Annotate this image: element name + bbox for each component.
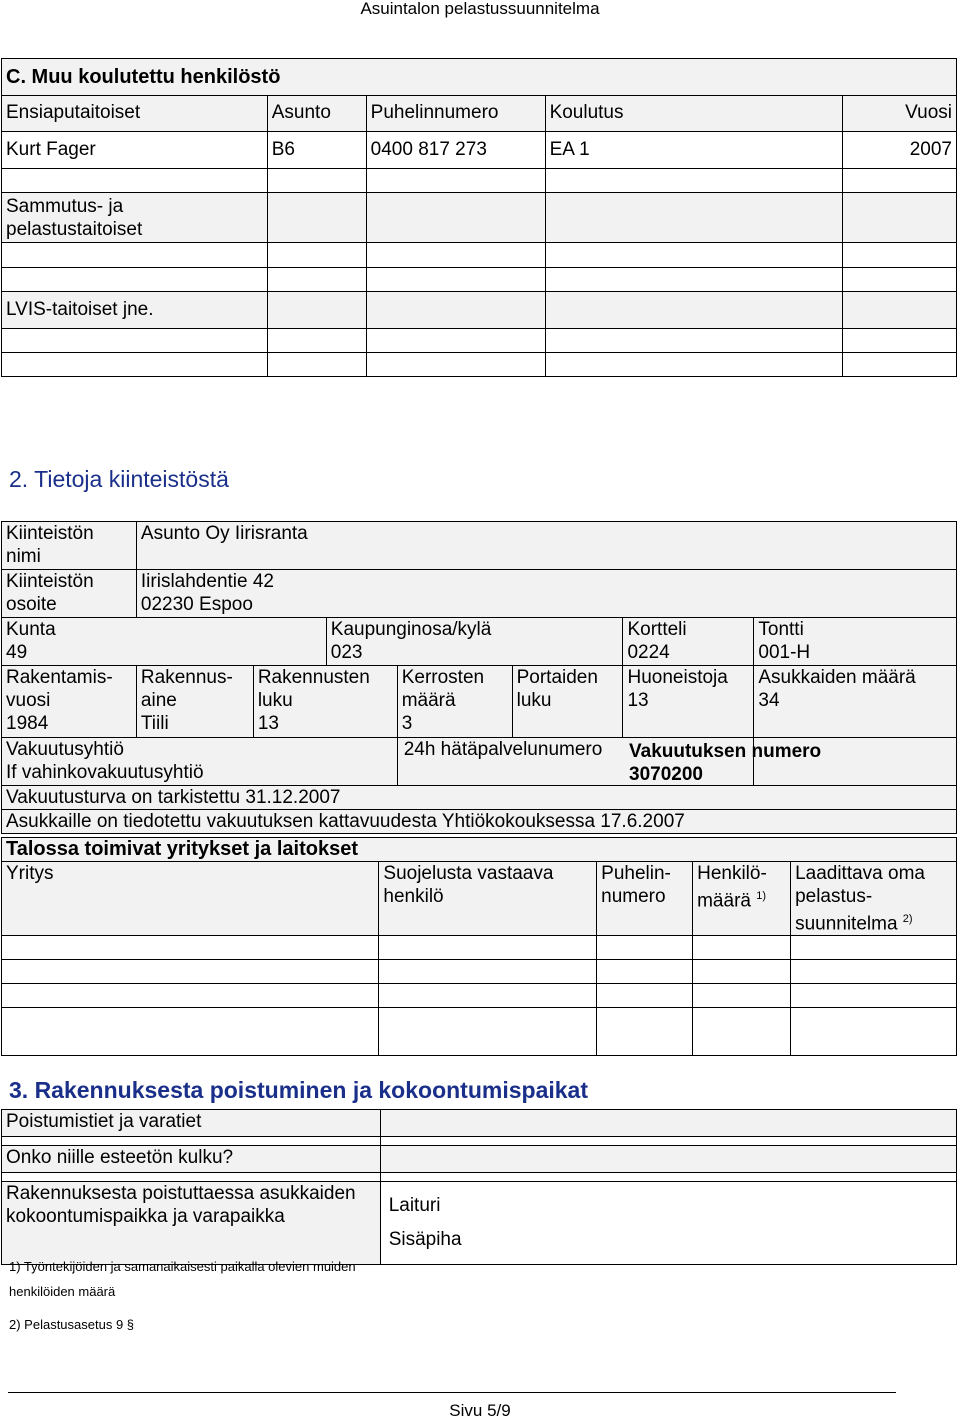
col-vuosi: Vuosi [843,96,957,132]
label-kerrosten: Kerrosten määrä [401,667,485,711]
value-rakennusten-luku: 13 [257,713,279,734]
label-kiinteiston-nimi: Kiinteistön nimi [2,522,137,570]
cell-koulutus: EA 1 [545,132,843,169]
value-rakennusaine: Tiili [140,713,169,734]
document-header: Asuintalon pelastussuunnitelma [360,0,600,18]
section-c-table [1,58,957,377]
col-yritys: Yritys [2,862,379,936]
value-vakuutuksen-numero: 3070200 [629,764,703,785]
cell-name: Kurt Fager [2,132,268,169]
label-kortteli: Kortteli [627,619,687,640]
yritykset-title: Talossa toimivat yritykset ja laitokset [2,838,957,862]
section-3-title: 3. Rakennuksesta poistuminen ja kokoontumispaikat [9,1077,588,1103]
label-rakentamisvuosi: Rakentamis- vuosi [6,667,113,711]
section-c-title: C. Muu koulutettu henkilöstö [2,59,957,96]
col-koulutus: Koulutus [545,96,843,132]
value-asukkaiden: 34 [758,690,780,711]
label-portaiden: Portaiden luku [512,666,623,738]
col-ensiaputaitoiset: Ensiaputaitoiset [2,96,268,132]
footer-rule [8,1392,896,1393]
label-sammutus: Sammutus- ja pelastustaitoiset [2,193,268,243]
col-puhelin: Puhelin- numero [597,862,693,936]
label-kiinteiston-osoite: Kiinteistön osoite [2,570,137,618]
col-puhelinnumero: Puhelinnumero [366,96,545,132]
label-kokoontumis: Rakennuksesta poistuttaessa asukkaiden kokoontumispaikka ja varapaikka [2,1182,381,1265]
col-suojelusta: Suojelusta vastaava henkilö [379,862,597,936]
label-rakennusten-luku: Rakennusten luku [257,667,370,711]
value-kortteli: 0224 [627,642,670,663]
value-osoite-line2: 02230 Espoo [140,594,253,615]
section-3-table [1,1109,957,1265]
value-kunta: 49 [6,642,28,663]
label-esteeton: Onko niille esteetön kulku? [2,1146,381,1173]
label-poistumistiet: Poistumistiet ja varatiet [2,1110,381,1137]
value-kokoontumis-1: Laituri [388,1195,441,1216]
value-tontti: 001-H [758,642,811,663]
value-kerrosten: 3 [401,713,413,734]
label-lvis: LVIS-taitoiset jne. [2,292,268,329]
label-vakuutuksen-numero: Vakuutuksen numero [629,741,822,762]
value-vakuutusyhtio: If vahinkovakuutusyhtiö [6,762,204,783]
label-tontti: Tontti [758,619,804,640]
col-asunto: Asunto [267,96,366,132]
footnote-1: 1) Työntekijöiden ja samanaikaisesti paikalla olevien muiden henkilöiden määrä [9,1259,356,1299]
value-rakentamisvuosi: 1984 [6,713,49,734]
label-kaupunginosa: Kaupunginosa/kylä [330,619,492,640]
label-rakennusaine: Rakennus- aine [140,667,233,711]
value-kaupunginosa: 023 [330,642,363,663]
value-huoneistoja: 13 [627,690,649,711]
col-henkilomaara: Henkilö- määrä [697,863,767,912]
sup-2: 2) [902,913,913,925]
label-huoneistoja: Huoneistoja [627,667,728,688]
footnote-2: 2) Pelastusasetus 9 § [9,1317,135,1332]
cell-asunto: B6 [267,132,366,169]
cell-puhelin: 0400 817 273 [366,132,545,169]
value-osoite-line1: Iirislahdentie 42 [140,571,274,592]
property-table [1,521,957,834]
section-2-title: 2. Tietoja kiinteistöstä [9,466,229,492]
col-pelastussuunnitelma: Laadittava oma pelastus- suunnitelma [795,863,925,935]
label-kunta: Kunta [6,619,56,640]
page-number: Sivu 5/9 [449,1401,511,1420]
label-vakuutusyhtio: Vakuutusyhtiö [6,739,124,760]
companies-table [1,837,957,1056]
tiedotettu: Asukkaille on tiedotettu vakuutuksen kattavuudesta Yhtiökokouksessa 17.6.2007 [2,810,957,834]
label-hata: 24h hätäpalvelunumero [397,738,754,786]
sup-1: 1) [756,890,767,902]
vakuutusturva: Vakuutusturva on tarkistettu 31.12.2007 [2,786,957,810]
value-kokoontumis-2: Sisäpiha [388,1229,462,1250]
value-kiinteiston-nimi: Asunto Oy Iirisranta [136,522,956,570]
label-asukkaiden: Asukkaiden määrä [758,667,916,688]
cell-vuosi: 2007 [843,132,957,169]
